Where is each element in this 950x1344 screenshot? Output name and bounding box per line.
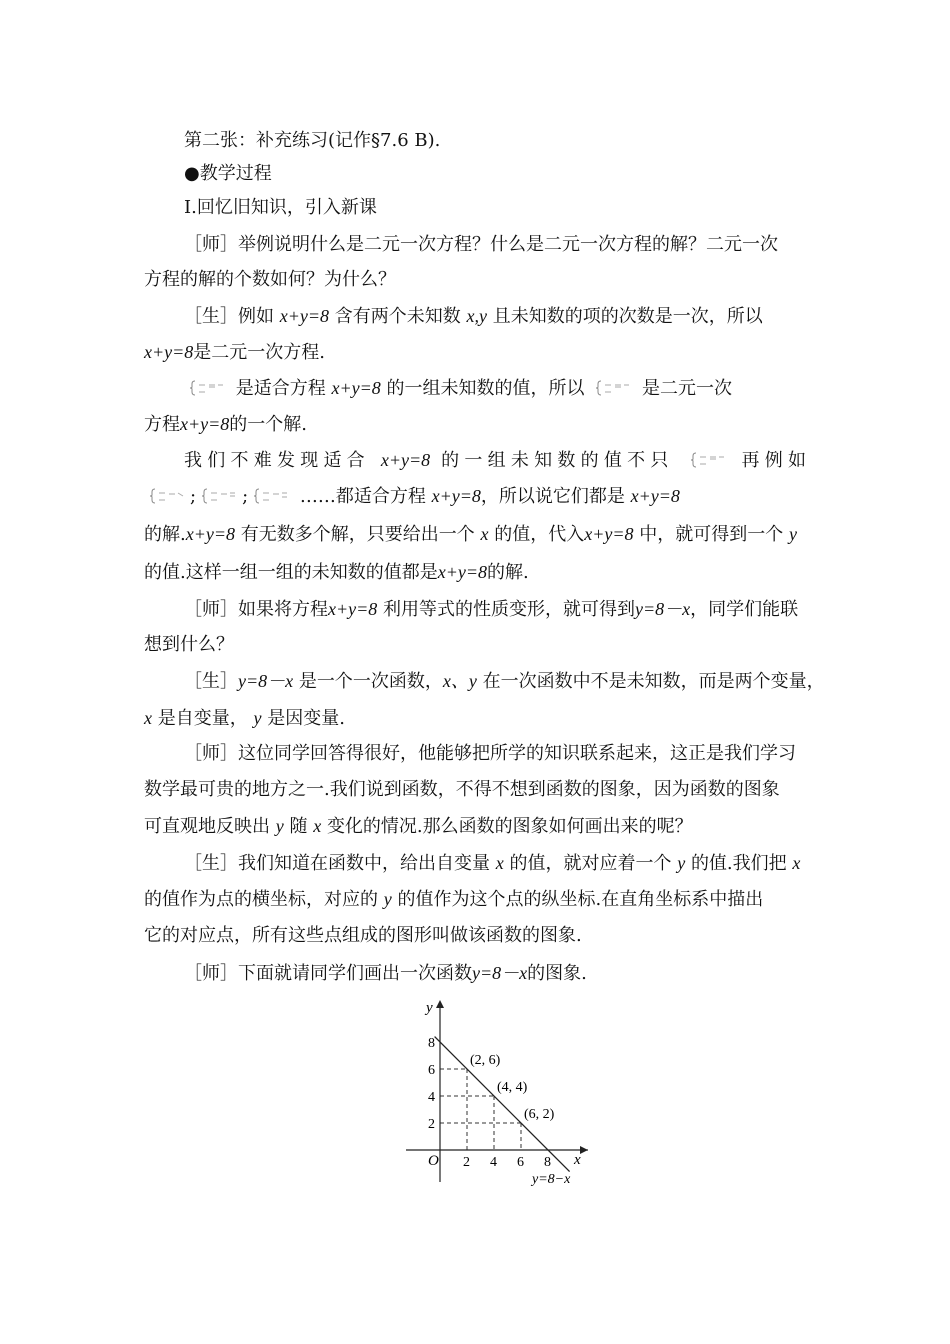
section-heading bbox=[184, 162, 272, 186]
paragraph-line bbox=[184, 448, 806, 473]
variable-y: y bbox=[788, 524, 797, 544]
text-segment: ［师］下面就请同学们画出一次函数 bbox=[184, 963, 472, 984]
paragraph-line bbox=[184, 961, 587, 986]
equation: x+y=8 bbox=[185, 524, 236, 544]
variable-x: x bbox=[792, 853, 801, 873]
text-segment: 想到什么？ bbox=[144, 634, 234, 655]
text-segment: 的一个解. bbox=[229, 414, 308, 435]
review-heading: Ⅰ.回忆旧知识，引入新课 bbox=[184, 197, 377, 218]
text-segment: 的值，就对应着一个 bbox=[509, 853, 672, 874]
paragraph-line bbox=[144, 706, 345, 731]
x-tick-label: 8 bbox=[544, 1155, 551, 1170]
y-tick-label: 6 bbox=[428, 1063, 435, 1078]
text-segment: ［师］如果将方程 bbox=[184, 599, 328, 620]
point-label: (6, 2) bbox=[524, 1107, 555, 1122]
paragraph-line bbox=[184, 304, 763, 329]
variable-y: y bbox=[275, 816, 284, 836]
y-tick-label: 4 bbox=[428, 1090, 435, 1105]
text-segment: 的解. bbox=[144, 524, 186, 545]
x-tick-labels bbox=[463, 1155, 551, 1170]
y-tick-labels bbox=[428, 1036, 435, 1132]
equation-system-icon bbox=[200, 487, 238, 505]
equation-system-icon bbox=[148, 487, 186, 505]
variables-xy: x,y bbox=[466, 306, 487, 326]
y-tick-label: 8 bbox=[428, 1036, 435, 1051]
student-tag: ［生］ bbox=[184, 671, 238, 692]
equation: x+y=8 bbox=[584, 524, 634, 544]
paragraph-line bbox=[144, 412, 307, 437]
text-segment: 可直观地反映出 bbox=[144, 816, 270, 837]
paragraph-line bbox=[144, 633, 234, 657]
text-segment: 是适合方程 bbox=[235, 378, 326, 399]
paragraph-line bbox=[184, 376, 732, 401]
equation: x+y=8 bbox=[331, 378, 381, 398]
paragraph-line bbox=[144, 778, 780, 802]
subsection-heading bbox=[184, 196, 377, 220]
text-segment: 利用等式的性质变形，就可得到 bbox=[383, 599, 636, 620]
text-segment: 是因变量. bbox=[267, 708, 345, 729]
paragraph-line bbox=[184, 851, 800, 876]
student-tag: ［生］例如 bbox=[184, 306, 274, 327]
equation-system-icon bbox=[252, 487, 290, 505]
x-axis-label: x bbox=[574, 1152, 581, 1168]
equation: x+y=8 bbox=[144, 342, 194, 362]
paragraph-line bbox=[144, 340, 325, 365]
equation: x+y=8 bbox=[431, 486, 481, 506]
text-segment: 再例如 bbox=[741, 450, 806, 471]
paragraph-line bbox=[144, 268, 396, 292]
paragraph-line bbox=[144, 522, 797, 547]
line-supplement bbox=[184, 129, 440, 153]
text-segment: 的值作为这个点的纵坐标.在直角坐标系中描出 bbox=[397, 889, 764, 910]
equation: x+y=8 bbox=[380, 450, 431, 470]
function-expression: y=8－x bbox=[238, 671, 294, 691]
paragraph-line bbox=[144, 814, 693, 839]
text-segment: 的一组未知数的值，所以 bbox=[386, 378, 585, 399]
text-segment: 含有两个未知数 bbox=[334, 306, 461, 327]
point-labels bbox=[470, 1053, 555, 1122]
variable-x: x bbox=[144, 708, 152, 728]
text-segment: 是自变量， bbox=[157, 708, 248, 729]
paragraph-line bbox=[184, 597, 798, 622]
function-line-label: y=8−x bbox=[532, 1172, 571, 1186]
text-segment: ，所以说它们都是 bbox=[480, 486, 625, 507]
x-tick-label: 2 bbox=[463, 1155, 470, 1170]
paragraph-line bbox=[144, 924, 582, 948]
text-segment: 在一次函数中不是未知数，而是两个变量， bbox=[482, 671, 825, 692]
text-segment: 是二元一次方程. bbox=[193, 342, 326, 363]
text-segment: 随 bbox=[289, 816, 308, 837]
variable-x: x bbox=[495, 853, 504, 873]
text-segment: 的值，代入 bbox=[494, 524, 585, 545]
variable-x: x bbox=[480, 524, 489, 544]
separator: ; bbox=[242, 486, 249, 507]
x-tick-label: 4 bbox=[490, 1155, 497, 1170]
text-segment: 我们不难发现适合 bbox=[184, 450, 370, 471]
function-graph bbox=[398, 996, 594, 1186]
equation-system-icon bbox=[594, 379, 632, 397]
paragraph-line bbox=[144, 560, 529, 585]
variable-y: y bbox=[253, 708, 262, 728]
equation-system-icon bbox=[689, 451, 727, 469]
y-axis-arrow bbox=[436, 1000, 444, 1008]
text-segment: 数学最可贵的地方之一.我们说到函数，不得不想到函数的图象，因为函数的图象 bbox=[144, 779, 780, 800]
y-tick-label: 2 bbox=[428, 1117, 435, 1132]
text-segment: ，同学们能联 bbox=[690, 599, 799, 620]
paragraph-line bbox=[184, 233, 778, 257]
text-segment: 的值.这样一组一组的未知数的值都是 bbox=[144, 562, 438, 583]
equation: x+y=8 bbox=[630, 486, 680, 506]
paragraph-line bbox=[144, 887, 763, 912]
paragraph-line bbox=[144, 484, 680, 509]
separator: ; bbox=[190, 486, 197, 507]
text-segment: 且未知数的项的次数是一次，所以 bbox=[492, 306, 763, 327]
text-segment: 的值作为点的横坐标，对应的 bbox=[144, 889, 378, 910]
text-segment: 变化的情况.那么函数的图象如何画出来的呢？ bbox=[326, 816, 693, 837]
y-axis-label: y bbox=[426, 1000, 433, 1016]
x-axis-arrow bbox=[580, 1146, 588, 1154]
text-segment: 的值.我们把 bbox=[690, 853, 787, 874]
point-label: (2, 6) bbox=[470, 1053, 501, 1068]
paragraph-line bbox=[184, 742, 796, 766]
teaching-process-heading: ●教学过程 bbox=[184, 163, 272, 184]
paragraph-line bbox=[184, 669, 825, 694]
function-line bbox=[435, 1037, 570, 1172]
teacher-question: ［师］举例说明什么是二元一次方程？什么是二元一次方程的解？二元一次 bbox=[184, 234, 778, 255]
text-segment: 的解. bbox=[487, 562, 529, 583]
equation: x+y=8 bbox=[180, 414, 230, 434]
function-expression: y=8－x bbox=[635, 599, 691, 619]
text-segment: ［生］我们知道在函数中，给出自变量 bbox=[184, 853, 490, 874]
text-segment: ［师］这位同学回答得很好，他能够把所学的知识联系起来，这正是我们学习 bbox=[184, 743, 796, 764]
x-tick-label: 6 bbox=[517, 1155, 524, 1170]
text-segment: 方程 bbox=[144, 414, 180, 435]
equation: x+y=8 bbox=[279, 306, 330, 326]
equation: x+y=8 bbox=[328, 599, 378, 619]
text-segment: 是一个一次函数， bbox=[298, 671, 443, 692]
origin-label: O bbox=[428, 1153, 439, 1169]
text-segment: 的图象. bbox=[527, 963, 587, 984]
variable-y: y bbox=[383, 889, 392, 909]
point-label: (4, 4) bbox=[497, 1080, 528, 1095]
text-segment: 它的对应点，所有这些点组成的图形叫做该函数的图象. bbox=[144, 925, 582, 946]
equation-system-icon bbox=[188, 379, 226, 397]
text-segment: 的一组未知数的值不只 bbox=[441, 450, 674, 471]
variable-x: x bbox=[313, 816, 322, 836]
variables-x-y: x、y bbox=[442, 671, 477, 691]
equation: x+y=8 bbox=[437, 562, 488, 582]
text-segment: ……都适合方程 bbox=[299, 486, 426, 507]
function-expression: y=8－x bbox=[472, 963, 528, 983]
variable-y: y bbox=[677, 853, 686, 873]
text-segment: 是二元一次 bbox=[641, 378, 732, 399]
supplement-text: 第二张：补充练习(记作§7.6 B). bbox=[184, 130, 441, 151]
text-segment: 中，就可得到一个 bbox=[639, 524, 784, 545]
teacher-question-cont: 方程的解的个数如何？为什么？ bbox=[144, 269, 396, 290]
text-segment: 有无数多个解，只要给出一个 bbox=[240, 524, 475, 545]
